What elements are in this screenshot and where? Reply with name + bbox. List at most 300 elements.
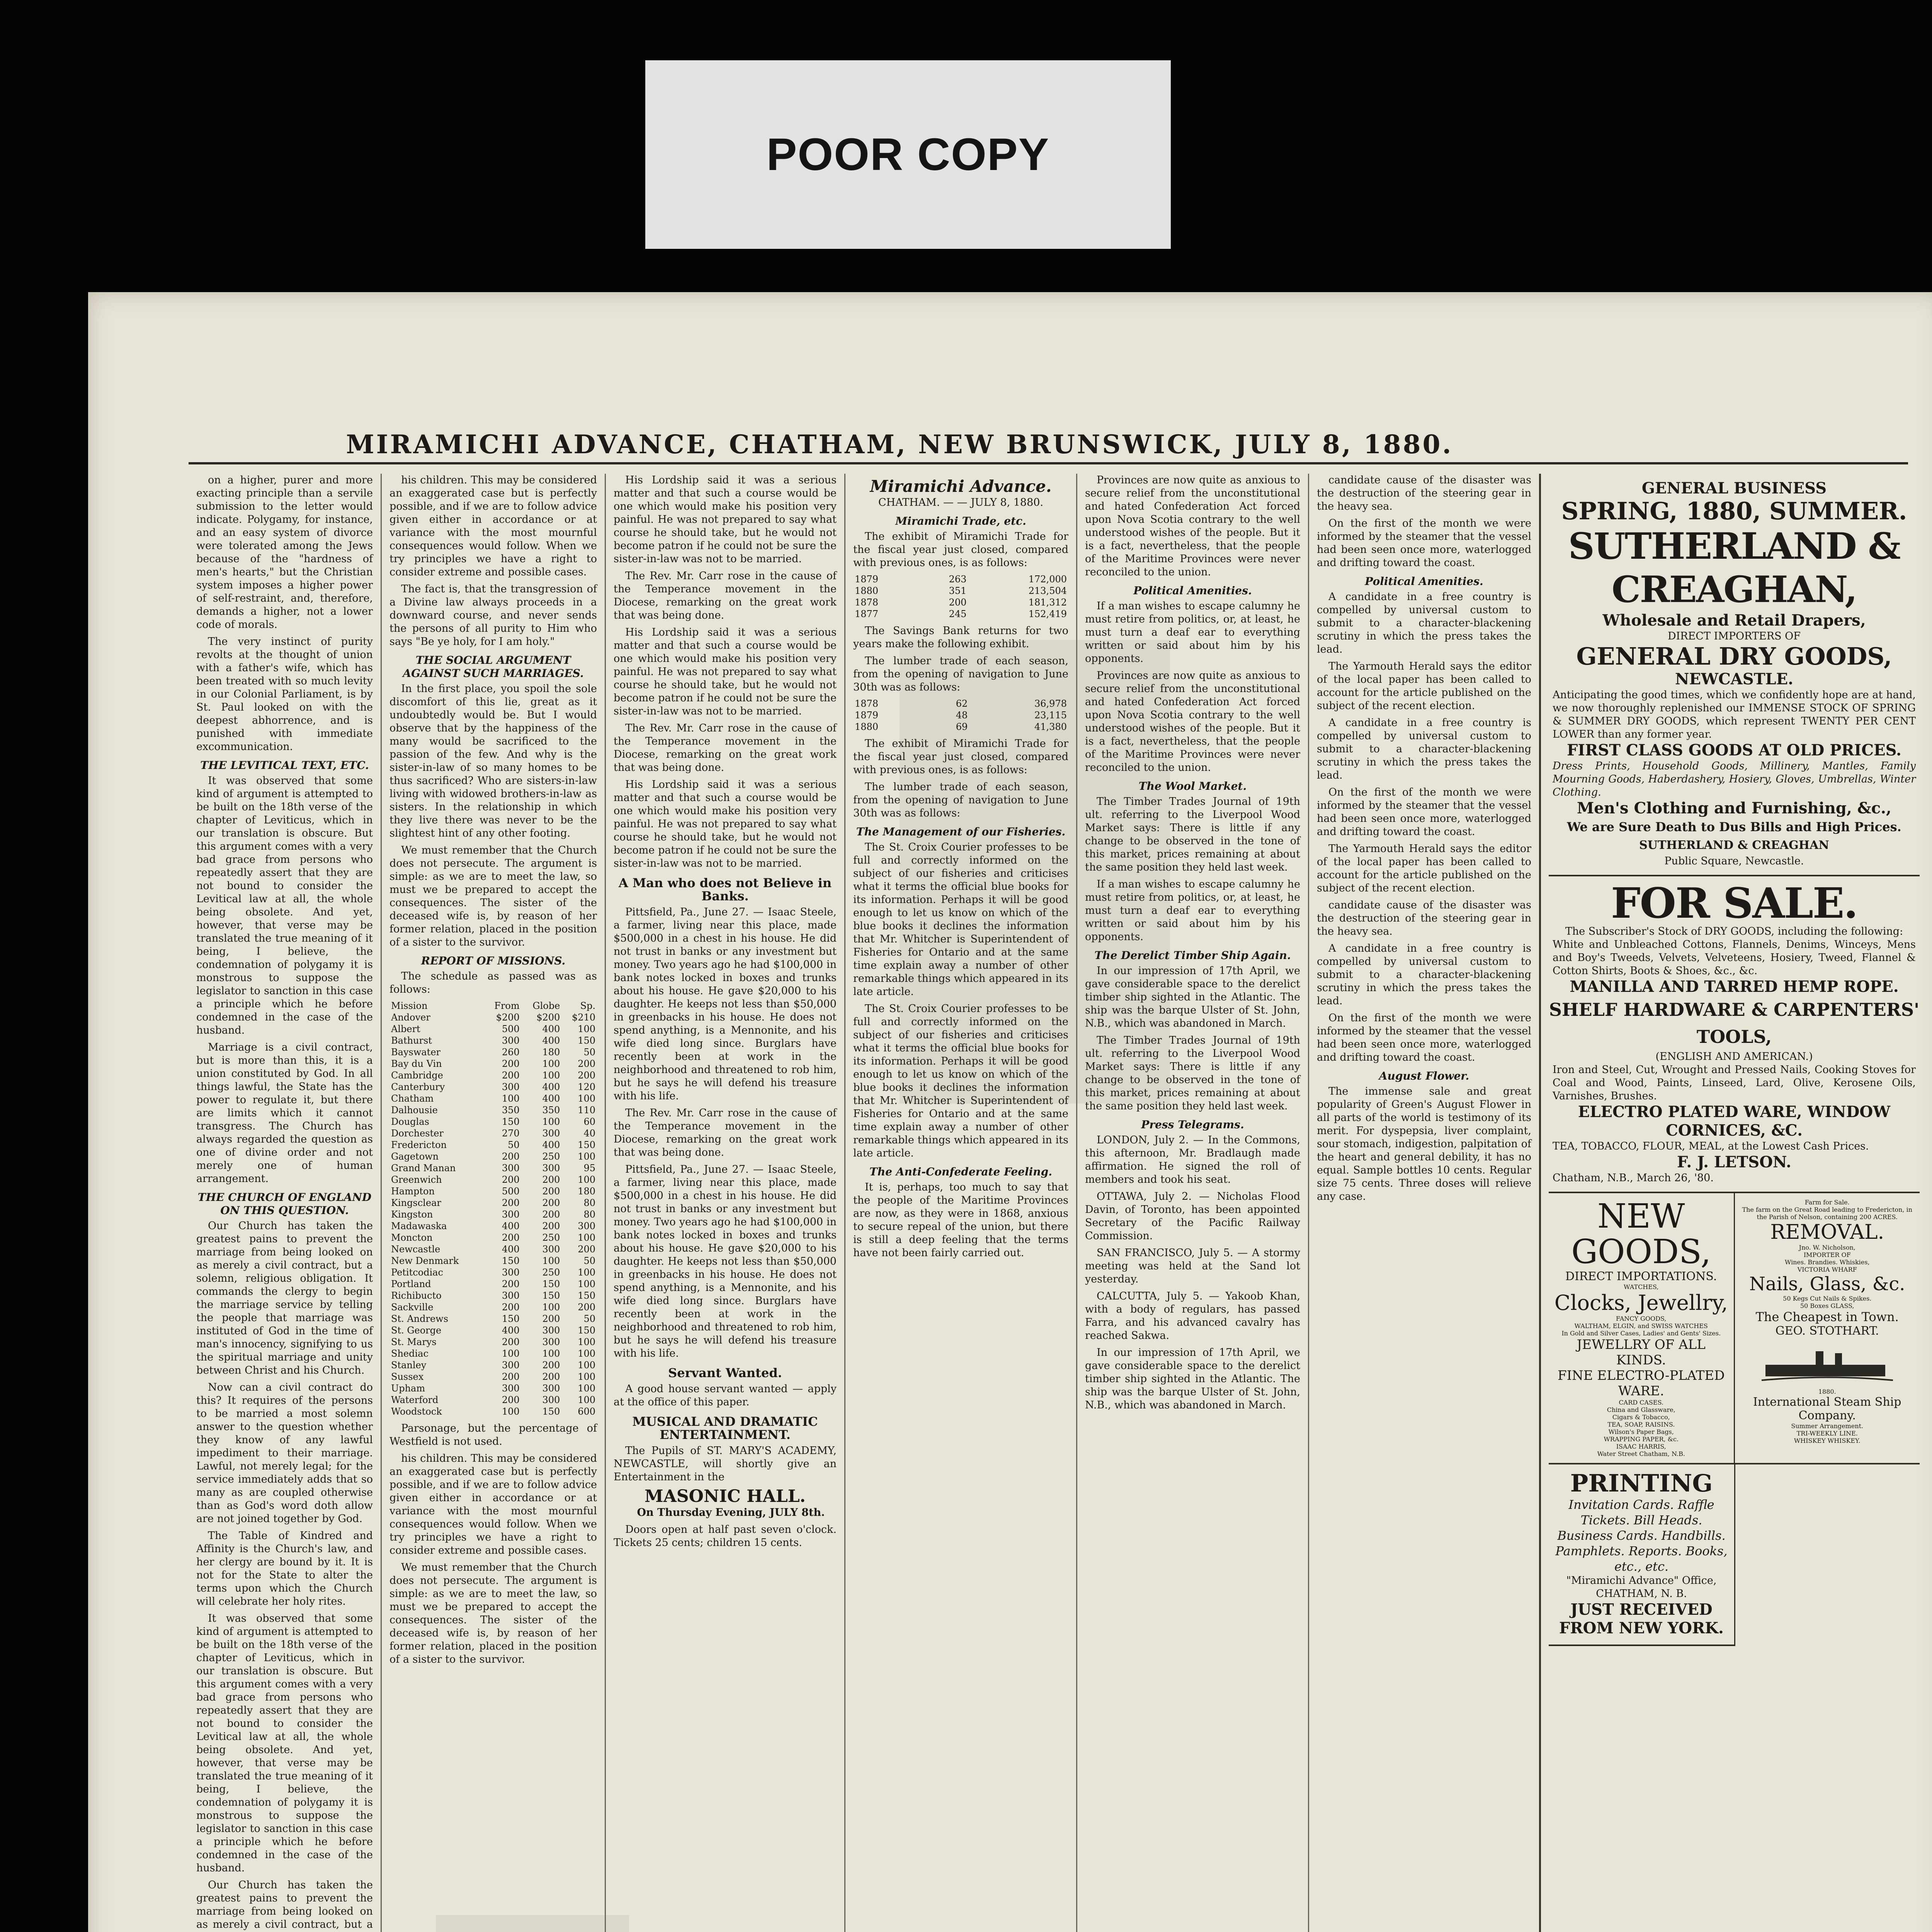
paragraph: In our impression of 17th April, we gave considerable space to the derelict timber ship sighted in the Atlantic. The ship was the barque Ulster of St. John, N.B., which was abandoned in March. [1085, 965, 1300, 1029]
ad-line: China and Glassware, [1607, 1406, 1675, 1413]
ad-body: Dress Prints, Household Goods, Millinery, Mantles, Family Mourning Goods, Haberdashery, Hosiery, Gloves, Umbrellas, Winter Clothing. [1553, 760, 1916, 798]
table-cell: 200 [542, 1197, 560, 1208]
paragraph: The St. Croix Courier professes to be full and correctly informed on the subject of our fisheries and criticises what it terms the official blue books for its information. Perhaps it will be good enough to let us know on which of the blue books it declines the information that Mr. Whitcher is Superintendent of Fisheries for Ontario and at the same time explain away a number of other remarkable things which appeared in its late article. [853, 841, 1068, 998]
table-cell: 100 [578, 1383, 595, 1394]
ad-line: Wilson's Paper Bags, [1608, 1428, 1674, 1435]
table-cell: Bayswater [391, 1047, 440, 1058]
table-cell: 200 [502, 1302, 520, 1313]
table-cell: 400 [542, 1035, 560, 1046]
table-row [853, 709, 1068, 721]
table-cell: 200 [578, 1302, 595, 1313]
ad-season: SPRING, 1880, SUMMER. [1561, 497, 1907, 525]
section-heading: The Wool Market. [1138, 780, 1247, 793]
table-cell: 150 [542, 1290, 560, 1301]
table-cell: St. George [391, 1325, 442, 1336]
table-cell: 50 [583, 1255, 595, 1266]
paragraph: If a man wishes to escape calumny he must retire from politics, or, at least, he must turn a deaf ear to everything written or said about him by his opponents. [1085, 878, 1300, 943]
ad-list: Invitation Cards. Raffle Tickets. Bill Heads. Business Cards. Handbills. Pamphlets. Reports. Books, etc., etc. [1555, 1497, 1728, 1574]
table-cell: 100 [502, 1348, 520, 1359]
article-headline: A Man who does not Believe in Banks. [618, 876, 832, 903]
table-cell: 300 [542, 1244, 560, 1255]
section-heading: Press Telegrams. [1141, 1118, 1244, 1131]
ad-line: 50 Kegs Cut Nails & Spikes. [1783, 1295, 1872, 1302]
ad-intro: The Subscriber's Stock of DRY GOODS, including the following: [1565, 925, 1903, 937]
ad-place: NEWCASTLE. [1675, 670, 1794, 688]
table-header: Sp. [580, 1000, 595, 1011]
section-heading: Political Amenities. [1365, 575, 1483, 588]
table-row [389, 1359, 597, 1371]
table-cell: 100 [542, 1255, 560, 1266]
table-cell: 200 [578, 1058, 595, 1069]
table-row [389, 1406, 597, 1417]
table-cell: 200 [502, 1070, 520, 1081]
ad-subtitle: DIRECT IMPORTATIONS. [1565, 1270, 1717, 1283]
table-cell: 150 [578, 1035, 595, 1046]
table-header-row [389, 1000, 597, 1012]
ad-kicker: GENERAL BUSINESS [1641, 479, 1827, 497]
ad-line: Wines. Brandies. Whiskies, [1784, 1259, 1870, 1266]
table-cell: 200 [542, 1360, 560, 1371]
table-row [389, 1243, 597, 1255]
table-cell: 400 [502, 1221, 520, 1231]
table-cell: 100 [542, 1058, 560, 1069]
table-cell: 181,312 [1028, 597, 1067, 608]
paragraph: Pittsfield, Pa., June 27. — Isaac Steele, a farmer, living near this place, made $500,000 in a chest in his house. He did not trust in banks or any investment but money. Two years ago he had $100,000 in bank notes locked in boxes and trunks about his house. He gave $20,000 to his daughter. He keeps not less than $50,000 in greenbacks in his house. He does not spend anything, is a Mennonite, and his wife died long since. Burglars have recently been at work in the neighborhood and threatened to rob him, but he says he will defend his treasure with his life. [614, 1163, 837, 1359]
trade-table [853, 573, 1068, 620]
table-cell: Bay du Vin [391, 1058, 442, 1069]
ad-headline: FOR SALE. [1611, 879, 1857, 928]
masthead-rule [189, 462, 1908, 464]
column-6 [1309, 474, 1541, 1932]
ad-harris [1549, 1193, 1735, 1463]
table-cell: New Denmark [391, 1255, 459, 1266]
table-cell: 1880 [855, 721, 879, 732]
paragraph: If a man wishes to escape calumny he must retire from politics, or, at least, he must turn a deaf ear to everything written or said about him by his opponents. [1085, 600, 1300, 665]
table-cell: 180 [542, 1047, 560, 1058]
section-heading: REPORT OF MISSIONS. [421, 954, 566, 967]
table-cell: 100 [542, 1348, 560, 1359]
ad-headline: REMOVAL. [1770, 1221, 1884, 1244]
ad-line: International Steam Ship Company. [1753, 1395, 1901, 1422]
table-cell: 200 [502, 1197, 520, 1208]
table-cell: Gagetown [391, 1151, 439, 1162]
table-cell: 41,380 [1034, 721, 1067, 732]
ad-line: Men's Clothing and Furnishing, &c., [1577, 799, 1891, 817]
ad-line: FINE ELECTRO-PLATED WARE. [1558, 1368, 1725, 1399]
table-cell: 200 [502, 1371, 520, 1382]
ad-line: CARD CASES. [1619, 1399, 1664, 1406]
paragraph: Pittsfield, Pa., June 27. — Isaac Steele, a farmer, living near this place, made $500,000 in a chest in his house. He did not trust in banks or any investment but money. Two years ago he had $100,000 in bank notes locked in boxes and trunks about his house. He gave $20,000 to his daughter. He keeps not less than $50,000 in greenbacks in his house. He does not spend anything, is a Mennonite, and his wife died long since. Burglars have recently been at work in the neighborhood and threatened to rob him, but he says he will defend his treasure with his life. [614, 906, 837, 1102]
poor-copy-label [645, 60, 1171, 249]
paragraph: The very instinct of purity revolts at the thought of union with a father's wife, which has been treated with so much levity in our Colonial Parliament, is by St. Paul looked on with the deepest abhorrence, and is punished with immediate excommunication. [196, 636, 373, 753]
table-cell: 80 [583, 1209, 595, 1220]
table-cell: 60 [583, 1116, 595, 1127]
table-cell: 150 [502, 1255, 520, 1266]
table-cell: 40 [583, 1128, 595, 1139]
paragraph: On the first of the month we were informed by the steamer that the vessel had been seen once more, waterlogged and drifting toward the coast. [1317, 786, 1531, 838]
table-cell: 351 [949, 585, 967, 596]
table-cell: Waterford [391, 1395, 439, 1405]
table-cell: 213,504 [1028, 585, 1067, 596]
paragraph: candidate cause of the disaster was the destruction of the steering gear in the heavy sea. [1317, 899, 1531, 937]
table-cell: 300 [542, 1128, 560, 1139]
table-cell: 100 [578, 1151, 595, 1162]
table-cell: 62 [956, 698, 968, 709]
ad-list: Iron and Steel, Cut, Wrought and Pressed Nails, Cooking Stoves for Coal and Wood, Paints, Linseed, Lard, Olive, Kerosene Oils, Varnishes, Brushes. [1553, 1064, 1916, 1102]
table-row [389, 1278, 597, 1290]
table-header: From [494, 1000, 520, 1011]
table-cell: 150 [502, 1313, 520, 1324]
table-row [389, 1081, 597, 1093]
paragraph: The lumber trade of each season, from the opening of navigation to June 30th was as follows: [853, 781, 1068, 819]
table-cell: Douglas [391, 1116, 429, 1127]
paragraph: We must remember that the Church does not persecute. The argument is simple: as we are to meet the law, so must we be prepared to accept the consequences. The sister of the deceased wife is, by reason of her former relation, placed in the position of a sister to the survivor. [389, 844, 597, 948]
table-cell: 1878 [855, 597, 879, 608]
table-row [389, 1336, 597, 1348]
ad-split-row [1549, 1193, 1920, 1464]
paragraph: His Lordship said it was a serious matter and that such a course would be one which would make his position very painful. He was not prepared to say what course he should take, but he would not become patron if he could not be sure the sister-in-law was not to be married. [614, 779, 837, 869]
paragraph: The Rev. Mr. Carr rose in the cause of the Temperance movement in the Diocese, remarking on the great work that was being done. [614, 722, 837, 774]
table-cell: 95 [583, 1163, 595, 1173]
ad-office: "Miramichi Advance" Office, CHATHAM, N. B. [1566, 1575, 1717, 1600]
section-heading: Political Amenities. [1133, 584, 1252, 597]
ad-line: SHELF HARDWARE & CARPENTERS' TOOLS, [1549, 999, 1920, 1047]
table-cell: 250 [542, 1232, 560, 1243]
table-row [389, 1023, 597, 1035]
paragraph: Provinces are now quite as anxious to secure relief from the unconstitutional and hated Confederation Act forced upon Nova Scotia contrary to the well understood wishes of the people. But it is a fact, nevertheless, that the people of the Maritime Provinces were never reconciled to the union. [1085, 474, 1300, 578]
ad-subtitle: Wholesale and Retail Drapers, [1602, 611, 1866, 629]
table-cell: St. Marys [391, 1337, 437, 1347]
advertisements-column [1545, 474, 1923, 1932]
table-cell: 200 [542, 1371, 560, 1382]
paragraph: The Table of Kindred and Affinity is the Church's law, and her clergy are bound by it. It is not for the State to alter the terms upon which the Church will celebrate her holy rites. [196, 1530, 373, 1607]
table-cell: Andover [391, 1012, 430, 1023]
table-row [389, 1012, 597, 1023]
ad-line: TEA, SOAP, RAISINS. [1607, 1421, 1675, 1428]
table-cell: Canterbury [391, 1082, 445, 1092]
paragraph: His Lordship said it was a serious matter and that such a course would be one which would make his position very painful. He was not prepared to say what course he should take, but he would not become patron if he could not be sure the sister-in-law was not to be married. [614, 474, 837, 565]
paragraph: The exhibit of Miramichi Trade for the fiscal year just closed, compared with previous ones, is as follows: [853, 531, 1068, 569]
table-cell: 150 [542, 1279, 560, 1289]
ad-body: Anticipating the good times, which we confidently hope are at hand, we now thoroughly replenished our IMMENSE STOCK OF SPRING & SUMMER DRY GOODS, which represent TWENTY PER CENT LOWER than any former year. [1553, 689, 1916, 740]
ad-line: JEWELLRY OF ALL KINDS. [1577, 1337, 1706, 1368]
table-cell: 350 [542, 1105, 560, 1116]
table-cell: 150 [542, 1406, 560, 1417]
section-heading: The Management of our Fisheries. [856, 825, 1066, 838]
ad-line: Clocks, Jewellry, [1554, 1291, 1728, 1315]
paragraph: The lumber trade of each season, from the opening of navigation to June 30th was as follows: [853, 655, 1068, 693]
table-cell: 1879 [855, 574, 879, 585]
paragraph: The Savings Bank returns for two years make the following exhibit. [853, 625, 1068, 650]
table-row [389, 1290, 597, 1301]
paragraph: His Lordship said it was a serious matter and that such a course would be one which would make his position very painful. He was not prepared to say what course he should take, but he would not become patron if he could not be sure the sister-in-law was not to be married. [614, 626, 837, 717]
table-cell: Kingsclear [391, 1197, 441, 1208]
table-cell: 100 [578, 1337, 595, 1347]
table-row [389, 1301, 597, 1313]
missions-table-body [389, 1012, 597, 1417]
table-cell: 200 [542, 1313, 560, 1324]
paragraph: The St. Croix Courier professes to be full and correctly informed on the subject of our fisheries and criticises what it terms the official blue books for its information. Perhaps it will be good enough to let us know on which of the blue books it declines the information that Mr. Whitcher is Superintendent of Fisheries for Ontario and at the same time explain away a number of other remarkable things which appeared in its late article. [853, 1003, 1068, 1159]
ad-name: Jno. W. Nicholson, [1799, 1244, 1855, 1251]
ad-list: TEA, TOBACCO, FLOUR, MEAL, at the Lowest Cash Prices. [1553, 1140, 1869, 1152]
table-cell: 400 [542, 1082, 560, 1092]
table-cell: 300 [502, 1383, 520, 1394]
table-row [389, 1325, 597, 1336]
ad-line: WATCHES, [1624, 1283, 1659, 1291]
table-cell: 200 [502, 1174, 520, 1185]
table-cell: 300 [502, 1082, 520, 1092]
ad-address: Water Street Chatham, N.B. [1597, 1450, 1685, 1458]
ad-origin: (ENGLISH AND AMERICAN.) [1655, 1051, 1813, 1063]
table-cell: Portland [391, 1279, 431, 1289]
paragraph: A good house servant wanted — apply at the office of this paper. [614, 1383, 837, 1408]
ad-line: FANCY GOODS, [1616, 1315, 1667, 1322]
ad-signature: F. J. LETSON. [1677, 1153, 1791, 1171]
ad-signature: GEO. STOTHART. [1775, 1324, 1879, 1338]
paragraph: It is, perhaps, too much to say that the people of the Maritime Provinces are now, as they were in 1868, anxious to secure repeal of the union, but there is still a deep feeling that the terms have not been fairly carried out. [853, 1181, 1068, 1259]
table-cell: 69 [956, 721, 968, 732]
table-cell: 350 [502, 1105, 520, 1116]
table-row [389, 1174, 597, 1185]
table-cell: Cambridge [391, 1070, 443, 1081]
table-cell: Richibucto [391, 1290, 442, 1301]
table-cell: 1878 [855, 698, 879, 709]
table-cell: 500 [502, 1186, 520, 1197]
table-row [389, 1070, 597, 1081]
table-row [389, 1255, 597, 1267]
paragraph: A candidate in a free country is compelled by universal custom to submit to a character-blackening scrutiny in which the press takes the lead. [1317, 591, 1531, 655]
table-row [389, 1151, 597, 1162]
table-cell: $200 [536, 1012, 560, 1023]
paragraph: In the first place, you spoil the sole discomfort of this lie, great as it undoubtedly would be. But I would observe that by the happiness of the many would be sacrificed to the passion of the few. And why is the sister-in-law of so many homes to be thus sacrificed? Who are sisters-in-law living with widowed brothers-in-law as sisters. In the relationship in which they live there was never to be the slightest hint of any other footing. [389, 683, 597, 839]
paragraph: A candidate in a free country is compelled by universal custom to submit to a character-blackening scrutiny in which the press takes the lead. [1317, 942, 1531, 1007]
table-row [389, 1058, 597, 1070]
ad-line: WHISKEY WHISKEY. [1794, 1437, 1861, 1444]
table-cell: Stanley [391, 1360, 427, 1371]
table-header: Mission [391, 1000, 428, 1011]
table-cell: Petitcodiac [391, 1267, 443, 1278]
table-cell: 100 [502, 1093, 520, 1104]
table-cell: Madawaska [391, 1221, 447, 1231]
table-cell: Sackville [391, 1302, 434, 1313]
ad-line: VICTORIA WHARF [1797, 1266, 1857, 1273]
table-cell: Upham [391, 1383, 425, 1394]
ad-sutherland-creaghan [1549, 474, 1920, 876]
paragraph: Provinces are now quite as anxious to secure relief from the unconstitutional and hated Confederation Act forced upon Nova Scotia contrary to the well understood wishes of the people. But it is a fact, nevertheless, that the people of the Maritime Provinces were never reconciled to the union. [1085, 670, 1300, 774]
column-1 [189, 474, 382, 1932]
table-cell: 300 [542, 1395, 560, 1405]
table-row [389, 1383, 597, 1394]
table-row [389, 1313, 597, 1325]
table-cell: 100 [578, 1024, 595, 1034]
paragraph: Marriage is a civil contract, but is more than this, it is a union constituted by God. In all things lawful, the State has the power to regulate it, but there are limits which it cannot transgress. The Church has always regarded the question as one of divine order and not merely one of human arrangement. [196, 1041, 373, 1185]
table-cell: Shediac [391, 1348, 429, 1359]
table-cell: Bathurst [391, 1035, 432, 1046]
table-cell: Newcastle [391, 1244, 440, 1255]
ad-small: DIRECT IMPORTERS OF [1667, 630, 1801, 642]
table-cell: 100 [578, 1348, 595, 1359]
paragraph: Our Church has taken the greatest pains to prevent the marriage from being looked on as merely a civil contract, but a [196, 1879, 373, 1930]
ad-line: TRI-WEEKLY LINE. [1796, 1430, 1858, 1437]
table-cell: Woodstock [391, 1406, 442, 1417]
ad-line: Cigars & Tobacco, [1612, 1413, 1670, 1421]
dateline: CHATHAM. — — JULY 8, 1880. [878, 497, 1044, 509]
ad-headline: MUSICAL AND DRAMATIC ENTERTAINMENT. [632, 1414, 818, 1442]
paragraph: The Timber Trades Journal of 19th ult. referring to the Liverpool Wood Market says: There is little if any change to be observed in the tone of this market, prices remaining at about the same position they held last week. [1085, 1034, 1300, 1112]
table-cell: 260 [502, 1047, 520, 1058]
table-cell: 300 [502, 1267, 520, 1278]
table-row [853, 597, 1068, 608]
paragraph: It was observed that some kind of argument is attempted to be built on the 18th verse of the chapter of Leviticus, which in our translation is obscure. But this argument comes with a very bad grace from persons who repeatedly assert that they are not bound to consider the Levitical law at all, the whole being obsolete. And yet, however, that verse may be translated the true meaning of it being, I believe, the condemnation of polygamy it is monstrous to suppose the legislator to sanction in this case a principle which he before condemned in the case of the husband. [196, 775, 373, 1036]
table-cell: 263 [949, 574, 967, 585]
ad-printing [1549, 1464, 1735, 1646]
table-cell: 50 [583, 1313, 595, 1324]
paragraph: It was observed that some kind of argument is attempted to be built on the 18th verse of the chapter of Leviticus, which in our translation is obscure. But this argument comes with a very bad grace from persons who repeatedly assert that they are not bound to consider the Levitical law at all, the whole being obsolete. And yet, however, that verse may be translated the true meaning of it being, I believe, the condemnation of polygamy it is monstrous to suppose the legislator to sanction in this case a principle which he before condemned in the case of the husband. [196, 1612, 373, 1874]
table-row [389, 1116, 597, 1128]
section-heading: The Derelict Timber Ship Again. [1094, 949, 1291, 962]
column-4 [845, 474, 1077, 1932]
table-cell: 23,115 [1034, 710, 1067, 721]
table-cell: 1877 [855, 609, 879, 619]
ad-signature: SUTHERLAND & CREAGHAN [1639, 838, 1829, 852]
paragraph: A candidate in a free country is compelled by universal custom to submit to a character-blackening scrutiny in which the press takes the lead. [1317, 717, 1531, 781]
table-cell: 300 [502, 1163, 520, 1173]
table-row [389, 1162, 597, 1174]
paragraph: Our Church has taken the greatest pains to prevent the marriage from being looked on as merely a civil contract, but a solemn, religious obligation. It commands the clergy to begin the marriage service by telling the people that marriage was instituted of God in the time of man's innocency, signifying to us the spiritual marriage and unity between Christ and his Church. [196, 1220, 373, 1376]
table-cell: 300 [542, 1163, 560, 1173]
table-cell: 100 [578, 1360, 595, 1371]
table-row [389, 1035, 597, 1046]
paragraph: LONDON, July 2. — In the Commons, this afternoon, Mr. Bradlaugh made affirmation. He signed the roll of members and took his seat. [1085, 1134, 1300, 1185]
paragraph: The Yarmouth Herald says the editor of the local paper has been called to account for the article published on the subject of the recent election. [1317, 843, 1531, 894]
ad-body: The farm on the Great Road leading to Fredericton, in the Parish of Nelson, containing 200 ACRES. [1742, 1206, 1913, 1221]
table-cell: 172,000 [1028, 574, 1067, 585]
table-cell: 300 [578, 1221, 595, 1231]
table-cell: 200 [542, 1186, 560, 1197]
ad-line: Summer Arrangement. [1791, 1422, 1864, 1430]
ad-headline: Servant Wanted. [668, 1366, 782, 1380]
trade-table-body [853, 573, 1068, 620]
table-cell: 245 [949, 609, 967, 619]
table-cell: Grand Manan [391, 1163, 456, 1173]
paragraph: The Rev. Mr. Carr rose in the cause of the Temperance movement in the Diocese, remarking on the great work that was being done. [614, 570, 837, 621]
table-cell: 300 [502, 1360, 520, 1371]
table-cell: Fredericton [391, 1139, 447, 1150]
lumber-table-body [853, 698, 1068, 733]
table-row [853, 608, 1068, 620]
paragraph: The fact is, that the transgression of a Divine law always proceeds in a downward course, and never sends the persons of all purity to Him who says "Be ye holy, for I am holy." [389, 583, 597, 648]
table-cell: 200 [502, 1395, 520, 1405]
table-cell: 250 [542, 1151, 560, 1162]
table-cell: 100 [578, 1232, 595, 1243]
table-cell: 48 [956, 710, 968, 721]
table-cell: 250 [542, 1267, 560, 1278]
paragraph: The Pupils of ST. MARY'S ACADEMY, NEWCASTLE, will shortly give an Entertainment in the [614, 1445, 837, 1483]
table-cell: 1880 [855, 585, 879, 596]
table-cell: $200 [496, 1012, 520, 1023]
column-3 [606, 474, 845, 1932]
table-row [389, 1093, 597, 1104]
ad-headline: MASONIC HALL. [645, 1486, 806, 1506]
table-row [389, 1209, 597, 1220]
newspaper-page [88, 292, 1932, 1932]
table-cell: Moncton [391, 1232, 433, 1243]
table-row [389, 1185, 597, 1197]
table-cell: 110 [578, 1105, 595, 1116]
table-row [853, 698, 1068, 709]
table-cell: 200 [578, 1070, 595, 1081]
table-cell: 100 [502, 1406, 520, 1417]
ad-line: 50 Boxes GLASS, [1800, 1302, 1854, 1310]
paragraph: The exhibit of Miramichi Trade for the fiscal year just closed, compared with previous ones, is as follows: [853, 738, 1068, 776]
lumber-table [853, 698, 1068, 733]
paragraph: his children. This may be considered an exaggerated case but is perfectly possible, and if we are to follow advice given either in accordance or at variance with the most mournful consequences would follow. When we try principles we have a right to consider extreme and possible cases. [389, 474, 597, 578]
table-cell: 400 [542, 1093, 560, 1104]
table-row [389, 1394, 597, 1406]
table-cell: 400 [542, 1139, 560, 1150]
table-cell: 200 [502, 1151, 520, 1162]
table-row [389, 1128, 597, 1139]
paragraph: his children. This may be considered an exaggerated case but is perfectly possible, and if we are to follow advice given either in accordance or at variance with the most mournful consequences would follow. When we try principles we have a right to consider extreme and possible cases. [389, 1452, 597, 1556]
table-cell: 300 [502, 1209, 520, 1220]
column-5 [1077, 474, 1309, 1932]
masthead: MIRAMICHI ADVANCE, CHATHAM, NEW BRUNSWICK, JULY 8, 1880. [346, 429, 1453, 459]
table-cell: 200 [542, 1209, 560, 1220]
table-cell: 100 [542, 1302, 560, 1313]
ad-line: The Cheapest in Town. [1755, 1310, 1899, 1324]
table-row [853, 585, 1068, 597]
table-cell: St. Andrews [391, 1313, 449, 1324]
table-cell: 500 [502, 1024, 520, 1034]
table-cell: 200 [578, 1244, 595, 1255]
ad-line: ELECTRO PLATED WARE, WINDOW CORNICES, &C. [1578, 1103, 1891, 1139]
ad-headline: PRINTING [1570, 1469, 1713, 1497]
table-cell: 200 [502, 1279, 520, 1289]
table-cell: Dorchester [391, 1128, 444, 1139]
ad-nicholson-stothart [1735, 1193, 1920, 1463]
ad-line: We are Sure Death to Dus Bills and High Prices. [1567, 820, 1901, 834]
table-cell: $210 [571, 1012, 595, 1023]
paragraph: Now can a civil contract do this? It requires of the persons to be married a most solemn answer to the question whether they know of any lawful impediment to their marriage. Lawful, not merely legal; for the service immediately adds that so many as are coupled otherwise than as God's word doth allow are not joined together by God. [196, 1381, 373, 1525]
paragraph: In our impression of 17th April, we gave considerable space to the derelict timber ship sighted in the Atlantic. The ship was the barque Ulster of St. John, N.B., which was abandoned in March. [1085, 1347, 1300, 1411]
ad-line: Nails, Glass, &c. [1749, 1273, 1905, 1295]
table-cell: Sussex [391, 1371, 424, 1382]
ad-list: WRAPPING PAPER, &c. [1604, 1435, 1679, 1443]
missions-table [389, 1000, 597, 1417]
table-cell: 120 [578, 1082, 595, 1092]
table-row [389, 1267, 597, 1278]
paragraph: On the first of the month we were informed by the steamer that the vessel had been seen once more, waterlogged and drifting toward the coast. [1317, 1012, 1531, 1063]
table-cell: 80 [583, 1197, 595, 1208]
table-row [389, 1371, 597, 1383]
table-cell: 300 [542, 1337, 560, 1347]
paragraph: Parsonage, but the percentage of Westfield is not used. [389, 1422, 597, 1447]
paragraph: On Thursday Evening, JULY 8th. [637, 1507, 825, 1519]
table-row [853, 573, 1068, 585]
table-cell: 100 [542, 1116, 560, 1127]
paragraph: The schedule as passed was as follows: [389, 970, 597, 995]
table-cell: 180 [578, 1186, 595, 1197]
table-cell: 100 [542, 1070, 560, 1081]
table-cell: 100 [578, 1093, 595, 1104]
paragraph: on a higher, purer and more exacting principle than a servile submission to the letter would indicate. Polygamy, for instance, and an easy system of divorce were tolerated among the Jews because of the "hardness of men's hearts," but the Christian system imposes a higher power of self-restraint, and, therefore, demands a higher, not a lower code of morals. [196, 474, 373, 631]
table-cell: 300 [502, 1035, 520, 1046]
table-row [853, 721, 1068, 733]
table-cell: 150 [578, 1325, 595, 1336]
table-cell: 50 [508, 1139, 520, 1150]
table-cell: Chatham [391, 1093, 434, 1104]
table-row [389, 1232, 597, 1243]
